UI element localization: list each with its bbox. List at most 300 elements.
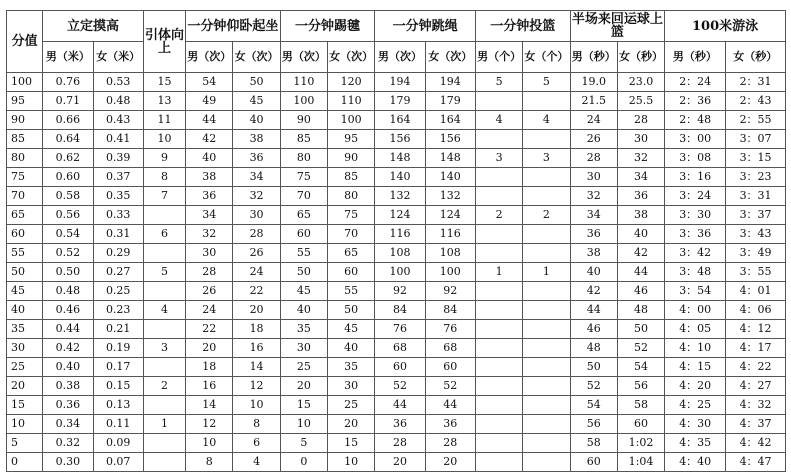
- cell-jump-male: 0.48: [43, 282, 93, 301]
- table-row: [7, 168, 786, 187]
- cell-situp-female: 28: [233, 225, 280, 244]
- cell-swim-female: 4：47: [725, 453, 785, 472]
- cell-layup-female: 50: [617, 320, 664, 339]
- cell-jump-male: 0.46: [43, 301, 93, 320]
- cell-swim-female: 2：55: [725, 111, 785, 130]
- cell-layup-female: 60: [617, 415, 664, 434]
- cell-swim-male: 4：20: [665, 377, 725, 396]
- cell-shoot-female: 3: [523, 149, 570, 168]
- table-body: [7, 73, 786, 472]
- cell-layup-female: 23.0: [617, 73, 664, 92]
- cell-rope-female: 124: [425, 206, 475, 225]
- cell-score: 95: [7, 92, 43, 111]
- cell-situp-male: 36: [186, 187, 233, 206]
- cell-shoot-male: [475, 415, 522, 434]
- cell-situp-female: 20: [233, 301, 280, 320]
- cell-layup-male: 38: [570, 244, 617, 263]
- cell-shoot-female: 1: [523, 263, 570, 282]
- cell-rope-female: 20: [425, 453, 475, 472]
- table-row: [7, 396, 786, 415]
- cell-swim-male: 4：25: [665, 396, 725, 415]
- cell-layup-male: 32: [570, 187, 617, 206]
- cell-swim-female: 4：22: [725, 358, 785, 377]
- cell-pullup-male: [143, 358, 185, 377]
- cell-jump-female: 0.31: [93, 225, 143, 244]
- cell-jump-male: 0.32: [43, 434, 93, 453]
- cell-layup-male: 48: [570, 339, 617, 358]
- cell-layup-male: 30: [570, 168, 617, 187]
- score-header: 分值: [7, 11, 43, 73]
- subheader-situp-female: 女（次）: [233, 42, 280, 73]
- cell-swim-female: 4：01: [725, 282, 785, 301]
- subheader-rope-female: 女（次）: [425, 42, 475, 73]
- cell-layup-female: 1:04: [617, 453, 664, 472]
- cell-swim-male: 2：48: [665, 111, 725, 130]
- cell-layup-female: 36: [617, 187, 664, 206]
- cell-score: 85: [7, 130, 43, 149]
- cell-jump-female: 0.27: [93, 263, 143, 282]
- cell-rope-male: 179: [375, 92, 425, 111]
- cell-situp-male: 40: [186, 149, 233, 168]
- group-header-vertical-jump-reach: 立定摸高: [43, 11, 144, 42]
- cell-situp-male: 22: [186, 320, 233, 339]
- cell-situp-male: 32: [186, 225, 233, 244]
- table-row: [7, 111, 786, 130]
- group-header-pull-up: 引体向上: [143, 11, 185, 73]
- cell-swim-female: 4：32: [725, 396, 785, 415]
- cell-rope-female: 100: [425, 263, 475, 282]
- subheader-jump-male: 男（米）: [43, 42, 93, 73]
- cell-kick-female: 45: [328, 320, 375, 339]
- cell-shoot-female: [523, 377, 570, 396]
- table-row: [7, 453, 786, 472]
- cell-shoot-male: [475, 434, 522, 453]
- cell-jump-female: 0.48: [93, 92, 143, 111]
- cell-jump-female: 0.41: [93, 130, 143, 149]
- cell-pullup-male: [143, 453, 185, 472]
- cell-layup-male: 28: [570, 149, 617, 168]
- cell-layup-female: 44: [617, 263, 664, 282]
- cell-rope-female: 179: [425, 92, 475, 111]
- cell-shoot-female: [523, 434, 570, 453]
- cell-swim-female: 3：43: [725, 225, 785, 244]
- cell-rope-male: 132: [375, 187, 425, 206]
- cell-shoot-male: [475, 453, 522, 472]
- cell-score: 90: [7, 111, 43, 130]
- table-row: [7, 73, 786, 92]
- cell-situp-male: 20: [186, 339, 233, 358]
- table-row: [7, 130, 786, 149]
- cell-situp-male: 54: [186, 73, 233, 92]
- cell-swim-female: 4：42: [725, 434, 785, 453]
- cell-situp-male: 12: [186, 415, 233, 434]
- cell-shoot-male: [475, 282, 522, 301]
- cell-layup-male: 21.5: [570, 92, 617, 111]
- cell-kick-female: 90: [328, 149, 375, 168]
- cell-score: 55: [7, 244, 43, 263]
- cell-shoot-male: [475, 225, 522, 244]
- cell-layup-male: 40: [570, 263, 617, 282]
- subheader-kick-female: 女（次）: [328, 42, 375, 73]
- cell-swim-male: 3：00: [665, 130, 725, 149]
- cell-score: 45: [7, 282, 43, 301]
- cell-situp-female: 32: [233, 187, 280, 206]
- cell-kick-male: 75: [280, 168, 327, 187]
- cell-layup-male: 50: [570, 358, 617, 377]
- cell-situp-male: 38: [186, 168, 233, 187]
- cell-shoot-female: [523, 453, 570, 472]
- cell-shoot-male: 3: [475, 149, 522, 168]
- cell-jump-female: 0.17: [93, 358, 143, 377]
- cell-swim-female: 4：06: [725, 301, 785, 320]
- cell-situp-male: 14: [186, 396, 233, 415]
- cell-kick-male: 15: [280, 396, 327, 415]
- cell-kick-male: 65: [280, 206, 327, 225]
- cell-score: 40: [7, 301, 43, 320]
- cell-jump-male: 0.60: [43, 168, 93, 187]
- cell-score: 80: [7, 149, 43, 168]
- cell-score: 5: [7, 434, 43, 453]
- cell-swim-female: 2：43: [725, 92, 785, 111]
- cell-layup-female: 38: [617, 206, 664, 225]
- cell-jump-male: 0.38: [43, 377, 93, 396]
- cell-situp-female: 38: [233, 130, 280, 149]
- score-table-container: [6, 10, 786, 468]
- cell-jump-female: 0.15: [93, 377, 143, 396]
- cell-layup-female: 48: [617, 301, 664, 320]
- cell-kick-female: 75: [328, 206, 375, 225]
- subheader-jump-female: 女（米）: [93, 42, 143, 73]
- cell-swim-male: 3：08: [665, 149, 725, 168]
- cell-rope-female: 36: [425, 415, 475, 434]
- cell-jump-female: 0.09: [93, 434, 143, 453]
- cell-rope-male: 148: [375, 149, 425, 168]
- table-row: [7, 92, 786, 111]
- cell-shoot-male: 2: [475, 206, 522, 225]
- subheader-swim-female: 女（秒）: [725, 42, 785, 73]
- cell-layup-female: 52: [617, 339, 664, 358]
- cell-layup-male: 26: [570, 130, 617, 149]
- cell-situp-female: 50: [233, 73, 280, 92]
- cell-pullup-male: 2: [143, 377, 185, 396]
- table-row: [7, 225, 786, 244]
- cell-layup-male: 36: [570, 225, 617, 244]
- cell-kick-female: 65: [328, 244, 375, 263]
- table-row: [7, 339, 786, 358]
- cell-kick-male: 60: [280, 225, 327, 244]
- score-table: [6, 10, 786, 472]
- cell-jump-female: 0.19: [93, 339, 143, 358]
- cell-kick-female: 25: [328, 396, 375, 415]
- cell-situp-male: 8: [186, 453, 233, 472]
- cell-layup-female: 32: [617, 149, 664, 168]
- cell-swim-male: 3：16: [665, 168, 725, 187]
- cell-shoot-male: [475, 92, 522, 111]
- cell-kick-female: 55: [328, 282, 375, 301]
- cell-shoot-female: [523, 339, 570, 358]
- cell-swim-female: 4：12: [725, 320, 785, 339]
- cell-kick-female: 50: [328, 301, 375, 320]
- cell-swim-male: 3：36: [665, 225, 725, 244]
- cell-pullup-male: 8: [143, 168, 185, 187]
- cell-layup-male: 58: [570, 434, 617, 453]
- group-header-rope-skipping: 一分钟跳绳: [375, 11, 476, 42]
- cell-jump-female: 0.53: [93, 73, 143, 92]
- cell-pullup-male: 6: [143, 225, 185, 244]
- subheader-kick-male: 男（次）: [280, 42, 327, 73]
- cell-swim-male: 3：42: [665, 244, 725, 263]
- cell-layup-female: 25.5: [617, 92, 664, 111]
- cell-score: 75: [7, 168, 43, 187]
- cell-shoot-male: 5: [475, 73, 522, 92]
- cell-pullup-male: 11: [143, 111, 185, 130]
- cell-layup-male: 44: [570, 301, 617, 320]
- cell-shoot-female: [523, 301, 570, 320]
- cell-kick-male: 40: [280, 301, 327, 320]
- cell-situp-female: 34: [233, 168, 280, 187]
- subheader-shoot-male: 男（个）: [475, 42, 522, 73]
- cell-rope-male: 108: [375, 244, 425, 263]
- cell-jump-male: 0.58: [43, 187, 93, 206]
- cell-jump-female: 0.43: [93, 111, 143, 130]
- cell-rope-female: 156: [425, 130, 475, 149]
- table-row: [7, 263, 786, 282]
- cell-situp-female: 36: [233, 149, 280, 168]
- cell-swim-male: 4：05: [665, 320, 725, 339]
- table-row: [7, 434, 786, 453]
- subheader-shoot-female: 女（个）: [523, 42, 570, 73]
- cell-situp-female: 16: [233, 339, 280, 358]
- cell-shoot-male: [475, 301, 522, 320]
- table-row: [7, 206, 786, 225]
- cell-pullup-male: [143, 434, 185, 453]
- cell-score: 0: [7, 453, 43, 472]
- cell-kick-female: 100: [328, 111, 375, 130]
- cell-jump-female: 0.13: [93, 396, 143, 415]
- cell-pullup-male: 10: [143, 130, 185, 149]
- cell-situp-male: 49: [186, 92, 233, 111]
- cell-kick-male: 0: [280, 453, 327, 472]
- cell-situp-male: 18: [186, 358, 233, 377]
- cell-kick-male: 25: [280, 358, 327, 377]
- cell-pullup-male: [143, 282, 185, 301]
- cell-rope-male: 68: [375, 339, 425, 358]
- cell-swim-female: 4：27: [725, 377, 785, 396]
- table-row: [7, 377, 786, 396]
- cell-situp-female: 24: [233, 263, 280, 282]
- cell-rope-female: 148: [425, 149, 475, 168]
- cell-pullup-male: [143, 320, 185, 339]
- cell-jump-male: 0.52: [43, 244, 93, 263]
- cell-layup-male: 34: [570, 206, 617, 225]
- cell-rope-female: 116: [425, 225, 475, 244]
- cell-kick-female: 80: [328, 187, 375, 206]
- cell-pullup-male: [143, 206, 185, 225]
- subheader-rope-male: 男（次）: [375, 42, 425, 73]
- cell-shoot-male: 4: [475, 111, 522, 130]
- cell-kick-female: 10: [328, 453, 375, 472]
- cell-shoot-male: [475, 339, 522, 358]
- cell-rope-male: 100: [375, 263, 425, 282]
- cell-kick-male: 70: [280, 187, 327, 206]
- cell-situp-male: 30: [186, 244, 233, 263]
- cell-pullup-male: 7: [143, 187, 185, 206]
- table-row: [7, 282, 786, 301]
- cell-rope-male: 116: [375, 225, 425, 244]
- cell-pullup-male: 3: [143, 339, 185, 358]
- cell-jump-male: 0.50: [43, 263, 93, 282]
- cell-situp-female: 8: [233, 415, 280, 434]
- cell-jump-female: 0.29: [93, 244, 143, 263]
- cell-situp-female: 10: [233, 396, 280, 415]
- cell-rope-male: 92: [375, 282, 425, 301]
- cell-swim-female: 3：55: [725, 263, 785, 282]
- cell-jump-female: 0.35: [93, 187, 143, 206]
- cell-pullup-male: 15: [143, 73, 185, 92]
- cell-score: 70: [7, 187, 43, 206]
- cell-situp-female: 45: [233, 92, 280, 111]
- cell-score: 50: [7, 263, 43, 282]
- cell-rope-female: 76: [425, 320, 475, 339]
- cell-jump-male: 0.40: [43, 358, 93, 377]
- cell-swim-male: 4：40: [665, 453, 725, 472]
- cell-swim-female: 4：37: [725, 415, 785, 434]
- cell-situp-female: 22: [233, 282, 280, 301]
- cell-rope-male: 76: [375, 320, 425, 339]
- cell-pullup-male: 13: [143, 92, 185, 111]
- cell-score: 10: [7, 415, 43, 434]
- cell-shoot-male: [475, 320, 522, 339]
- cell-pullup-male: 9: [143, 149, 185, 168]
- cell-kick-female: 30: [328, 377, 375, 396]
- cell-jump-female: 0.07: [93, 453, 143, 472]
- cell-rope-male: 124: [375, 206, 425, 225]
- cell-jump-female: 0.21: [93, 320, 143, 339]
- cell-shoot-male: [475, 168, 522, 187]
- cell-layup-male: 46: [570, 320, 617, 339]
- cell-rope-male: 194: [375, 73, 425, 92]
- cell-swim-male: 3：24: [665, 187, 725, 206]
- cell-situp-male: 10: [186, 434, 233, 453]
- cell-shoot-female: [523, 244, 570, 263]
- cell-score: 35: [7, 320, 43, 339]
- cell-layup-female: 46: [617, 282, 664, 301]
- subheader-layup-male: 男（秒）: [570, 42, 617, 73]
- cell-kick-female: 35: [328, 358, 375, 377]
- cell-layup-male: 54: [570, 396, 617, 415]
- cell-jump-male: 0.71: [43, 92, 93, 111]
- cell-situp-male: 42: [186, 130, 233, 149]
- cell-jump-male: 0.42: [43, 339, 93, 358]
- cell-rope-male: 164: [375, 111, 425, 130]
- cell-swim-male: 4：00: [665, 301, 725, 320]
- cell-situp-male: 16: [186, 377, 233, 396]
- cell-rope-female: 28: [425, 434, 475, 453]
- cell-swim-male: 4：30: [665, 415, 725, 434]
- cell-shoot-female: [523, 130, 570, 149]
- cell-situp-female: 18: [233, 320, 280, 339]
- cell-pullup-male: 5: [143, 263, 185, 282]
- cell-layup-male: 42: [570, 282, 617, 301]
- cell-pullup-male: [143, 244, 185, 263]
- cell-rope-male: 140: [375, 168, 425, 187]
- cell-layup-female: 40: [617, 225, 664, 244]
- cell-shoot-male: [475, 396, 522, 415]
- cell-shoot-female: [523, 225, 570, 244]
- cell-swim-female: 3：23: [725, 168, 785, 187]
- cell-swim-male: 2：24: [665, 73, 725, 92]
- subheader-layup-female: 女（秒）: [617, 42, 664, 73]
- cell-layup-male: 60: [570, 453, 617, 472]
- cell-kick-male: 20: [280, 377, 327, 396]
- cell-shoot-female: 4: [523, 111, 570, 130]
- cell-jump-female: 0.23: [93, 301, 143, 320]
- cell-jump-female: 0.33: [93, 206, 143, 225]
- cell-score: 65: [7, 206, 43, 225]
- cell-jump-male: 0.34: [43, 415, 93, 434]
- group-header-shuttlecock-kick: 一分钟踢毽: [280, 11, 375, 42]
- cell-layup-female: 28: [617, 111, 664, 130]
- cell-swim-male: 4：15: [665, 358, 725, 377]
- table-header: [7, 11, 786, 73]
- cell-jump-male: 0.44: [43, 320, 93, 339]
- cell-layup-male: 56: [570, 415, 617, 434]
- cell-rope-female: 68: [425, 339, 475, 358]
- cell-kick-male: 55: [280, 244, 327, 263]
- group-header-sit-up: 一分钟仰卧起坐: [186, 11, 281, 42]
- cell-kick-male: 5: [280, 434, 327, 453]
- cell-jump-female: 0.11: [93, 415, 143, 434]
- cell-rope-female: 52: [425, 377, 475, 396]
- cell-rope-female: 132: [425, 187, 475, 206]
- cell-rope-female: 164: [425, 111, 475, 130]
- cell-shoot-female: [523, 396, 570, 415]
- subheader-situp-male: 男（次）: [186, 42, 233, 73]
- cell-rope-male: 156: [375, 130, 425, 149]
- cell-shoot-male: [475, 358, 522, 377]
- cell-layup-female: 1:02: [617, 434, 664, 453]
- cell-jump-male: 0.36: [43, 396, 93, 415]
- cell-shoot-male: [475, 377, 522, 396]
- cell-score: 25: [7, 358, 43, 377]
- cell-kick-female: 110: [328, 92, 375, 111]
- table-row: [7, 320, 786, 339]
- cell-situp-male: 26: [186, 282, 233, 301]
- cell-pullup-male: 4: [143, 301, 185, 320]
- cell-rope-female: 140: [425, 168, 475, 187]
- cell-kick-male: 35: [280, 320, 327, 339]
- cell-kick-male: 80: [280, 149, 327, 168]
- cell-swim-female: 3：37: [725, 206, 785, 225]
- table-row: [7, 415, 786, 434]
- cell-rope-male: 60: [375, 358, 425, 377]
- group-header-swim-100m: 100米游泳: [665, 11, 786, 42]
- cell-kick-female: 85: [328, 168, 375, 187]
- cell-situp-female: 12: [233, 377, 280, 396]
- cell-situp-female: 30: [233, 206, 280, 225]
- cell-jump-male: 0.30: [43, 453, 93, 472]
- subheader-swim-male: 男（秒）: [665, 42, 725, 73]
- cell-kick-male: 85: [280, 130, 327, 149]
- cell-situp-male: 28: [186, 263, 233, 282]
- cell-kick-female: 15: [328, 434, 375, 453]
- cell-kick-female: 95: [328, 130, 375, 149]
- cell-shoot-female: [523, 187, 570, 206]
- cell-layup-female: 58: [617, 396, 664, 415]
- cell-situp-male: 34: [186, 206, 233, 225]
- cell-rope-female: 194: [425, 73, 475, 92]
- cell-score: 20: [7, 377, 43, 396]
